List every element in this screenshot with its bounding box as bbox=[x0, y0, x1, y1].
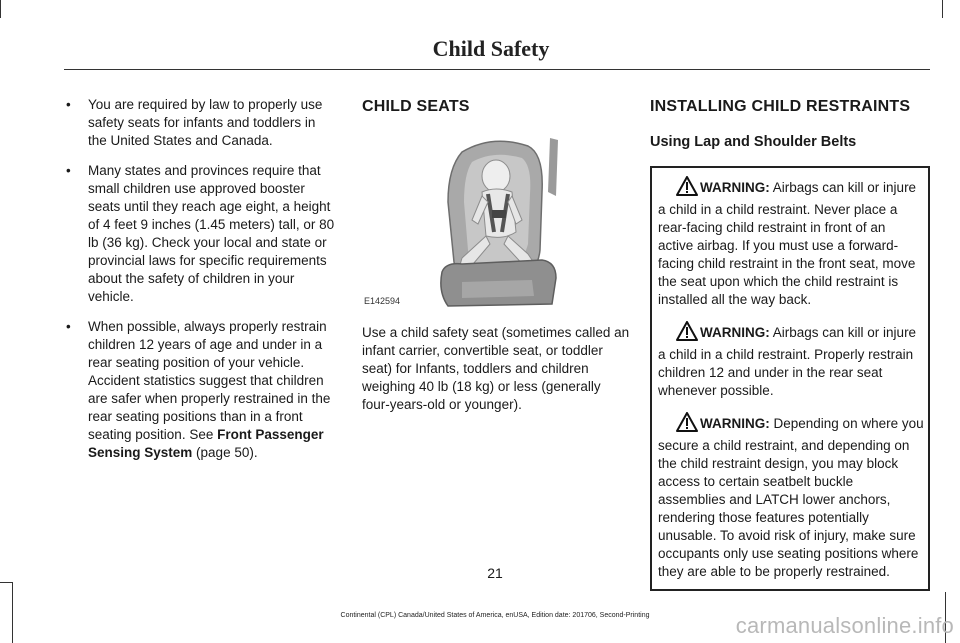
warning-label: WARNING: bbox=[700, 416, 770, 431]
cross-reference-link[interactable]: Front Passenger Sensing System bbox=[88, 427, 324, 460]
child-seat-figure bbox=[362, 132, 632, 312]
column-3 bbox=[650, 96, 930, 591]
bullet-text: Many states and provinces require that small children use approved booster seats until they reach age eight, a height of 4 feet 9 inches (1.45 meters) tall, or 80 lb (36 kg). Check your local and state or provincial laws for specific requirements about the safety of children in your vehicle. bbox=[88, 163, 335, 304]
bullet-list bbox=[64, 96, 336, 462]
child-seat-paragraph: Use a child safety seat (sometimes called an infant carrier, convertible seat, or toddler seat) for Infants, toddlers and children weighing 40 lb (18 kg) or less (generally four-years-old or younger). bbox=[362, 325, 630, 412]
crop-mark-bottom-left-h bbox=[0, 582, 12, 583]
crop-mark-top-right bbox=[942, 0, 943, 18]
subsection-heading-lap-shoulder: Using Lap and Shoulder Belts bbox=[650, 134, 857, 150]
page-title: Child Safety bbox=[432, 36, 550, 61]
column-1 bbox=[64, 96, 336, 474]
edition-footer: Continental (CPL) Canada/United States of America, enUSA, Edition date: 201706, Second-Printing bbox=[340, 612, 650, 619]
warning-item bbox=[658, 321, 924, 400]
crop-mark-top-left bbox=[0, 0, 1, 18]
warning-triangle-icon bbox=[676, 176, 698, 201]
warning-label: WARNING: bbox=[700, 180, 770, 195]
page-reference: (page 50). bbox=[192, 445, 258, 460]
bullet-text: You are required by law to properly use safety seats for infants and toddlers in the United States and Canada. bbox=[88, 97, 323, 148]
bullet-icon: • bbox=[66, 319, 71, 334]
watermark: carmanualsonline.info bbox=[735, 613, 954, 638]
bullet-icon: • bbox=[66, 163, 71, 178]
child-seat-illustration bbox=[432, 132, 562, 310]
warning-label: WARNING: bbox=[700, 325, 770, 340]
column-2 bbox=[362, 96, 632, 414]
list-item bbox=[64, 318, 336, 462]
warning-item bbox=[658, 412, 924, 581]
warning-text: Airbags can kill or injure a child in a child restraint. Never place a rear-facing child restraint in front of an active airbag. If you must use a forward-facing child restraint in the front seat, move the seat upon which the child restraint is installed all the way back. bbox=[658, 180, 917, 307]
bullet-text: When possible, always properly restrain children 12 years of age and under in a rear seating position of your vehicle. Accident statistics suggest that children are safer when properly restrained in the rear seating positions than in a front seating position. See bbox=[88, 319, 331, 442]
warning-triangle-icon bbox=[676, 321, 698, 346]
warning-text: Airbags can kill or injure a child in a child restraint. Properly restrain children 12 and under in the rear seat whenever possible. bbox=[658, 325, 917, 398]
header-divider bbox=[64, 69, 930, 70]
section-heading-installing: INSTALLING CHILD RESTRAINTS bbox=[650, 98, 911, 115]
warning-text: Depending on where you secure a child restraint, and depending on the child restraint design, you may block access to certain seatbelt buckle assemblies and LATCH lower anchors, rendering those features potentially unusable. To avoid risk of injury, make sure occupants only use seating positions where they are able to be properly restrained. bbox=[658, 416, 924, 579]
warning-item bbox=[658, 176, 924, 309]
warning-triangle-icon bbox=[676, 412, 698, 437]
list-item bbox=[64, 162, 336, 306]
bullet-icon: • bbox=[66, 97, 71, 112]
list-item bbox=[64, 96, 336, 150]
section-heading-child-seats: CHILD SEATS bbox=[362, 98, 470, 115]
warning-box bbox=[650, 166, 930, 591]
page-number: 21 bbox=[487, 565, 503, 581]
figure-label: E142594 bbox=[364, 296, 401, 306]
